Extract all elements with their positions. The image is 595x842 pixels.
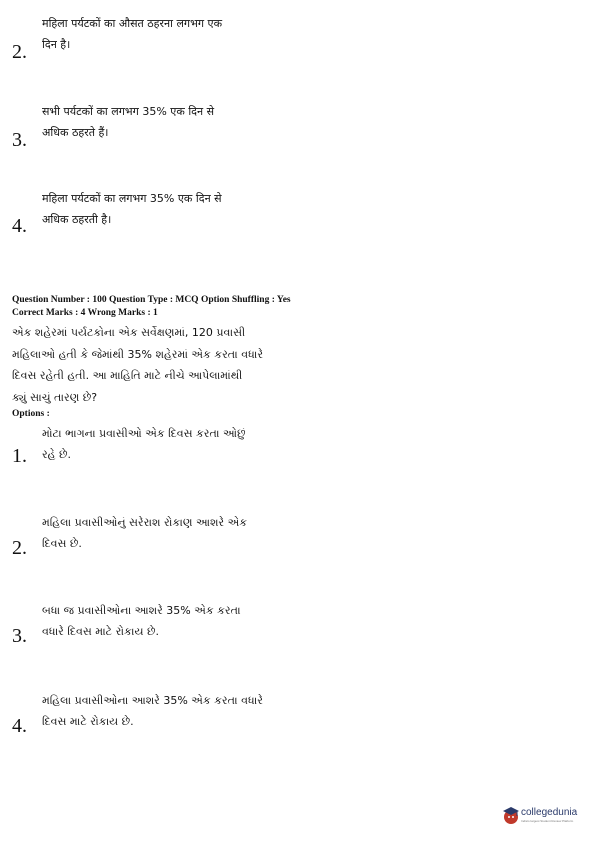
prev-option-4-number: 4.: [12, 215, 27, 237]
option-4-text: મહિલા પ્રવાસીઓના આશરે 35% એક કરતા વધારે દિવસ માટે રોકાય છે.: [42, 694, 263, 728]
collegedunia-logo: [502, 804, 586, 828]
option-1-text: મોટા ભાગના પ્રવાસીઓ એક દિવસ કરતા ઓછું રહે છે.: [42, 427, 246, 461]
option-2-number: 2.: [12, 537, 27, 559]
prev-option-3-text: सभी पर्यटकों का लगभग 35% एक दिन से अधिक ठहरते हैं।: [42, 105, 215, 139]
option-3-number: 3.: [12, 625, 27, 647]
option-3-text: બધા જ પ્રવાસીઓના આશરે 35% એક કરતા વધારે દિવસ માટે રોકાય છે.: [42, 604, 241, 638]
option-1-number: 1.: [12, 445, 27, 467]
question-text: એક શહેરમાં પર્યટકોના એક સર્વેક્ષણમાં, 120 પ્રવાસી મહિલાઓ હતી કે જેમાંથી 35% શહેરમાં એક કરતા વધારે દિવસ રહેતી હતી. આ માહિતિ માટે નીચે આપેલામાંથી ક્યું સાચું તારણ છે?: [12, 326, 264, 404]
graduate-cap-icon: [502, 805, 520, 825]
prev-option-3-number: 3.: [12, 129, 27, 151]
prev-option-2-text: महिला पर्यटकों का औसत ठहरना लगभग एक दिन है।: [42, 17, 223, 51]
logo-name: collegedunia: [521, 807, 578, 818]
logo-tagline: India's largest Student Review Platform: [521, 819, 574, 823]
question-meta-line-2: Correct Marks : 4 Wrong Marks : 1: [12, 308, 158, 318]
prev-option-2-number: 2.: [12, 41, 27, 63]
option-4-number: 4.: [12, 715, 27, 737]
question-meta-line-1: Question Number : 100 Question Type : MCQ Option Shuffling : Yes: [12, 295, 291, 305]
options-label: Options :: [12, 409, 50, 419]
prev-option-4-text: महिला पर्यटकों का लगभग 35% एक दिन से अधिक ठहरती है।: [42, 192, 222, 226]
option-2-text: મહિલા પ્રવાસીઓનું સરેરાશ રોકાણ આશરે એક દિવસ છે.: [42, 516, 247, 550]
